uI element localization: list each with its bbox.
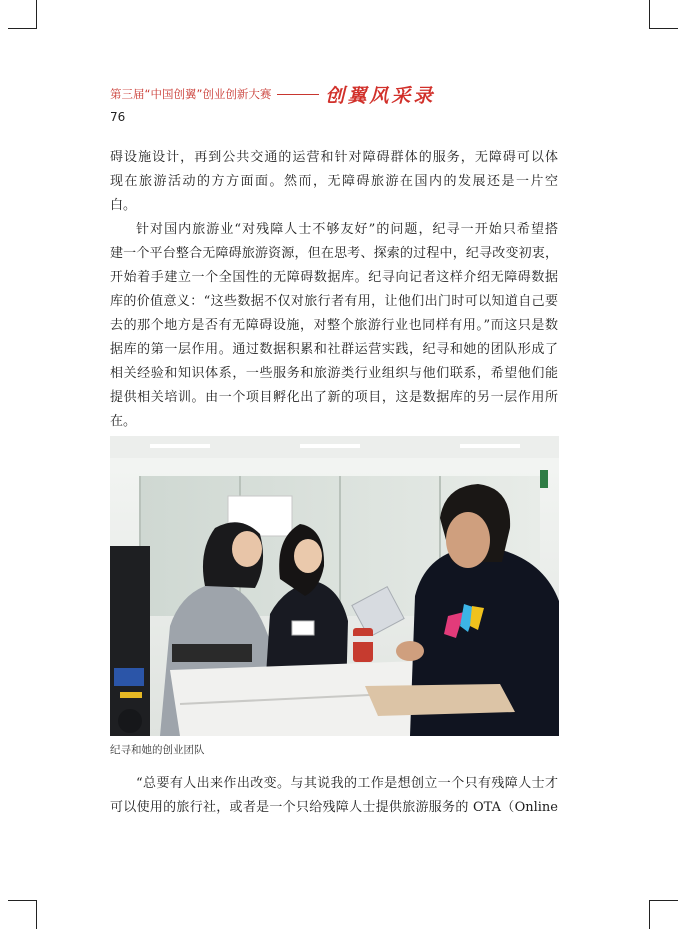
paragraph-1 xyxy=(110,146,558,218)
page-number: 76 xyxy=(110,110,126,124)
competition-name: 第三届“中国创翼”创业创新大赛 xyxy=(110,87,272,101)
paragraph-line: 建一个平台整合无障碍旅游资源，但在思考、探索的过程中，纪寻改变初衷， xyxy=(110,246,558,261)
paragraph-line: 可以使用的旅行社，或者是一个只给残障人士提供旅游服务的 OTA（Online xyxy=(110,800,558,815)
paragraph-2 xyxy=(110,218,558,434)
crop-mark-top-right xyxy=(649,0,678,29)
crop-mark-top-left xyxy=(8,0,37,29)
paragraph-line: 去的那个地方是否有无障碍设施，对整个旅游行业也同样有用。”而这只是数 xyxy=(110,318,558,333)
paragraph-line: “总要有人出来作出改变。与其说我的工作是想创立一个只有残障人士才 xyxy=(136,776,558,791)
team-photo xyxy=(110,436,559,736)
paragraph-line: 据库的第一层作用。通过数据积累和社群运营实践，纪寻和她的团队形成了 xyxy=(110,342,558,357)
paragraph-line: 针对国内旅游业“对残障人士不够友好”的问题，纪寻一开始只希望搭 xyxy=(136,222,558,237)
running-head xyxy=(110,82,435,106)
paragraph-line: 白。 xyxy=(110,198,137,213)
paragraph-line: 在。 xyxy=(110,414,137,429)
paragraph-line: 开始着手建立一个全国性的无障碍数据库。纪寻向记者这样介绍无障碍数据 xyxy=(110,270,558,285)
paragraph-line: 库的价值意义：“这些数据不仅对旅行者有用，让他们出门时可以知道自己要 xyxy=(110,294,558,309)
crop-mark-bottom-left xyxy=(8,900,37,929)
paragraph-line: 碍设施设计，再到公共交通的运营和针对障碍群体的服务，无障碍可以体 xyxy=(110,150,558,165)
photo-caption: 纪寻和她的创业团队 xyxy=(110,744,205,756)
paragraph-line: 现在旅游活动的方方面面。然而，无障碍旅游在国内的发展还是一片空 xyxy=(110,174,558,189)
paragraph-3 xyxy=(110,772,558,820)
paragraph-line: 提供相关培训。由一个项目孵化出了新的项目，这是数据库的另一层作用所 xyxy=(110,390,558,405)
slogan-title: 创翼风采录 xyxy=(325,84,436,107)
crop-mark-bottom-right xyxy=(649,900,678,929)
paragraph-line: 相关经验和知识体系，一些服务和旅游类行业组织与他们联系，希望他们能 xyxy=(110,366,558,381)
head-dash xyxy=(277,94,319,95)
